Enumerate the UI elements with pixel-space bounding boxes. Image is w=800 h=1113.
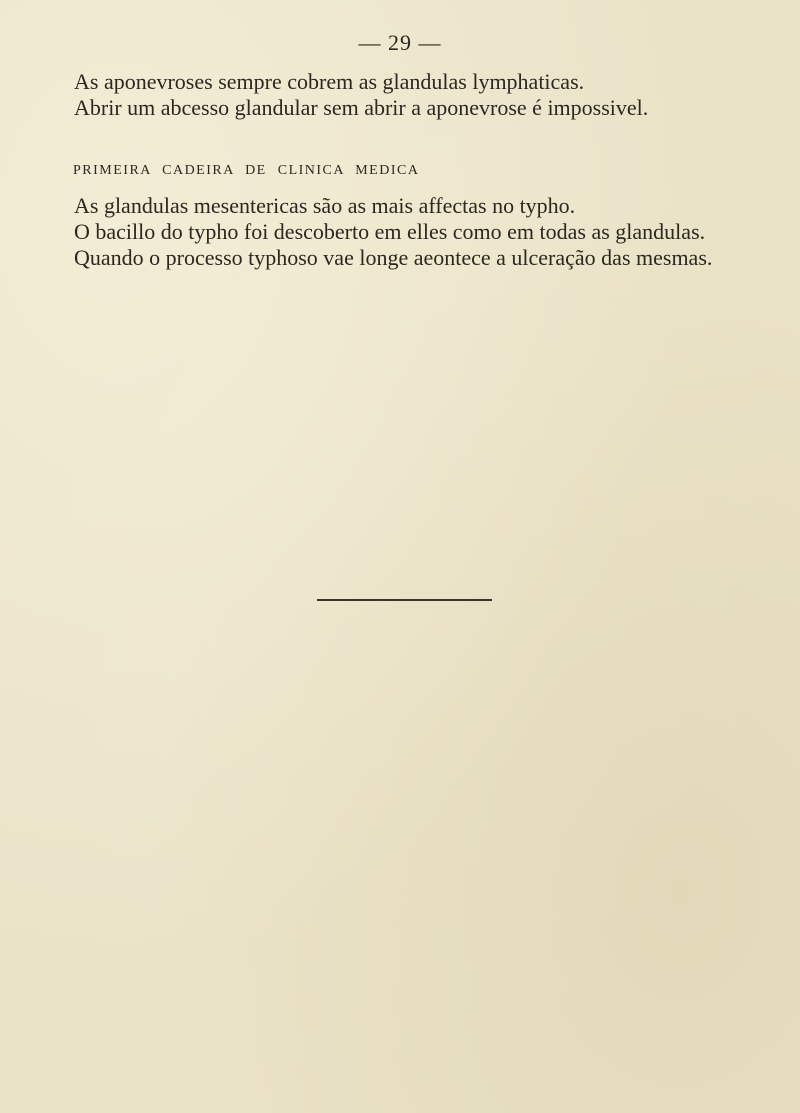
paragraph: As aponevroses sempre cobrem as glandulas lymphaticas. (74, 69, 585, 94)
paragraph: O bacillo do typho foi descoberto em elles como em todas as glandulas. (74, 219, 706, 244)
text-section-1 (44, 69, 754, 121)
end-rule (317, 599, 492, 601)
text-section-2 (44, 193, 754, 271)
paragraph: Quando o processo typhoso vae longe aeontece a ulceração das mesmas. (74, 245, 713, 270)
page-number: — 29 — (358, 30, 442, 55)
paragraph: Abrir um abcesso glandular sem abrir a aponevrose é impossivel. (74, 95, 649, 120)
section-heading: PRIMEIRA CADEIRA DE CLINICA MEDICA (73, 163, 420, 178)
paragraph: As glandulas mesentericas são as mais affectas no typho. (74, 193, 576, 218)
